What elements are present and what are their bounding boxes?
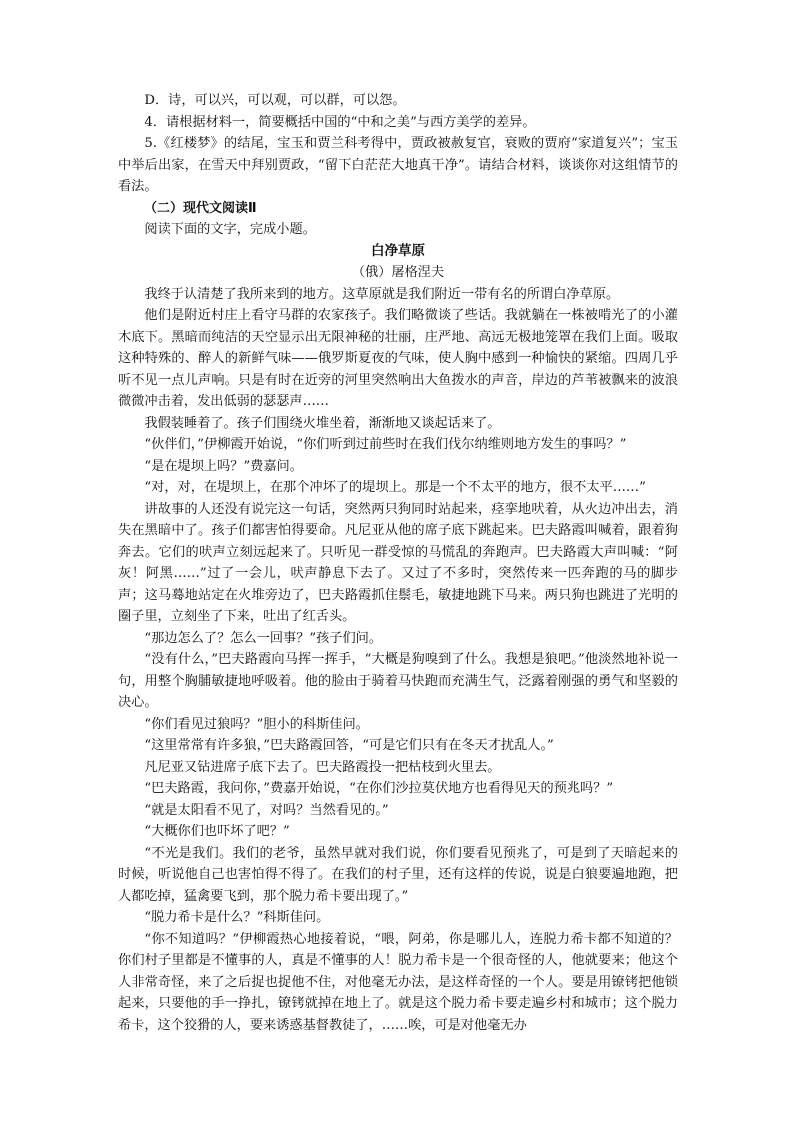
story-paragraph: 我假装睡着了。孩子们围绕火堆坐着，渐渐地又谈起话来了。 (144, 415, 501, 431)
story-paragraph: 讲故事的人还没有说完这一句话，突然两只狗同时站起来，痉挛地吠着，从火边冲出去，消失在黑暗中了。孩子们都害怕得要命。凡尼亚从他的席子底下跳起来。巴夫路霞叫喊着，跟着狗奔去。它们的吠声立刻远起来了。只听见一群受惊的马慌乱的奔跑声。巴夫路霞大声叫喊：“阿灰！阿黑……”过了一会儿，吠声静息下去了。又过了不多时，突然传来一匹奔跑的马的脚步声；这马蓦地站定在火堆旁边了，巴夫路霞抓住鬃毛，敏捷地跳下马来。两只狗也跳进了光明的圈子里，立刻坐了下来，吐出了红舌头。 (118, 501, 678, 624)
story-paragraph: “这里常常有许多狼，”巴夫路霞回答，“可是它们只有在冬天才扰乱人。” (144, 738, 554, 753)
story-body (118, 284, 678, 1037)
story-paragraph: 我终于认清楚了我所来到的地方。这草原就是我们附近一带有名的所谓白净草原。 (144, 286, 620, 302)
document-page (118, 90, 678, 1036)
story-paragraph: “伙伴们，”伊柳霞开始说，“你们听到过前些时在我们伐尔纳维则地方发生的事吗？” (144, 437, 627, 452)
story-paragraph: 他们是附近村庄上看守马群的农家孩子。我们略微谈了些话。我就躺在一株被啃光了的小灌木底下。黑暗而纯洁的天空显示出无限神秘的壮丽，庄严地、高远无极地笼罩在我们上面。吸取这种特殊的、醉人的新鲜气味——俄罗斯夏夜的气味，使人胸中感到一种愉快的紧缩。四周几乎听不见一点儿声响。只是有时在近旁的河里突然响出大鱼拨水的声音，岸边的芦苇被飘来的波浪微微冲击着，发出低弱的瑟瑟声…… (118, 308, 678, 409)
story-paragraph: “没有什么，”巴夫路霞向马挥一挥手，“大概是狗嗅到了什么。我想是狼吧。”他淡然地补说一句，用整个胸脯敏捷地呼吸着。他的脸由于骑着马快跑而充满生气，泛露着刚强的勇气和坚毅的决心。 (118, 652, 678, 710)
question-5: 5.《红楼梦》的结尾，宝玉和贾兰科考得中，贾政被赦复官，衰败的贾府“家道复兴”；宝玉中举后出家，在雪天中拜别贾政，“留下白茫茫大地真干净”。请结合材料，谈谈你对这组情节的看法。 (118, 136, 678, 194)
story-paragraph: 凡尼亚又钻进席子底下去了。巴夫路霞投一把枯枝到火里去。 (144, 759, 501, 775)
story-paragraph: “你们看见过狼吗？”胆小的科斯佳问。 (144, 716, 369, 732)
story-author: （俄）屠格涅夫 (351, 265, 445, 280)
story-paragraph: “不光是我们。我们的老爷，虽然早就对我们说，你们要看见预兆了，可是到了天暗起来的时候，听说他自己也害怕得不得了。在我们的村子里，还有这样的传说，说是白狼要遍地跑，把人都吃掉，猛禽要飞到，那个脱力希卡要出现了。” (118, 845, 678, 904)
question-4: 4．请根据材料一，简要概括中国的“中和之美”与西方美学的差异。 (144, 114, 536, 130)
story-paragraph: “是在堤坝上吗？”费嘉问。 (144, 458, 303, 474)
option-d: D．诗，可以兴，可以观，可以群，可以怨。 (144, 93, 406, 108)
story-title: 白净草原 (371, 242, 425, 259)
story-paragraph: “那边怎么了？怎么一回事？”孩子们问。 (144, 630, 383, 646)
section-instruction: 阅读下面的文字，完成小题。 (144, 222, 316, 237)
section-heading: （二）现代文阅读Ⅱ (144, 200, 257, 216)
story-paragraph: “就是太阳看不见了，对吗？当然看见的。” (144, 802, 389, 818)
story-paragraph: “巴夫路霞，我问你，”费嘉开始说，“在你们沙拉莫伏地方也看得见天的预兆吗？” (144, 781, 614, 796)
story-paragraph: “大概你们也吓坏了吧？” (144, 824, 290, 839)
story-paragraph: “脱力希卡是什么？”科斯佳问。 (144, 910, 330, 925)
story-paragraph: “你不知道吗？”伊柳霞热心地接着说，“喂，阿弟，你是哪儿人，连脱力希卡都不知道的？你们村子里都是不懂事的人，真是不懂事的人！脱力希卡是一个很奇怪的人，他就要来；他这个人非常奇怪，来了之后捉也捉他不住，对他毫无办法，是这样奇怪的一个人。要是用镣铐把他锁起来，只要他的手一挣扎，镣铐就掉在地上了。就是这个脱力希卡要走遍乡村和城市；这个脱力希卡，这个狡猾的人，要来诱惑基督教徒了，……唉，可是对他毫无办 (118, 931, 678, 1033)
story-paragraph: “对，对，在堤坝上，在那个冲坏了的堤坝上。那是一个不太平的地方，很不太平……” (144, 480, 646, 495)
